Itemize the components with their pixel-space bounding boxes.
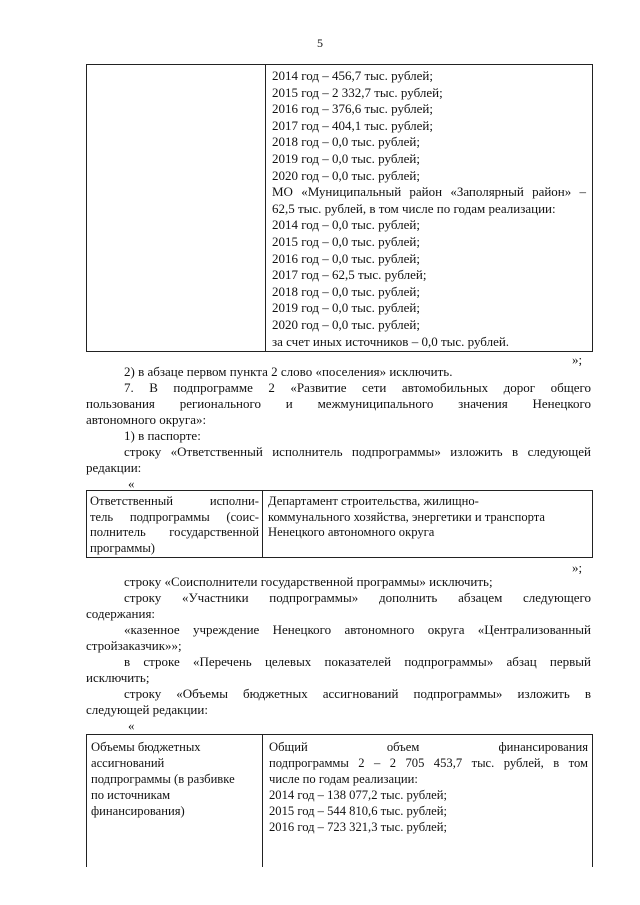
section-7-heading-line1: 7. В подпрограмме 2 «Развитие сети автомобильных дорог общего <box>124 380 591 395</box>
table-line: подпрограммы (в разбивке <box>91 772 235 786</box>
table-line: 2014 год – 456,7 тыс. рублей; <box>272 68 433 83</box>
table-line: 2016 год – 723 321,3 тыс. рублей; <box>269 820 447 834</box>
table-line: числе по годам реализации: <box>269 772 418 786</box>
table-line: Ответственный исполни- <box>90 494 259 508</box>
table-line: 2018 год – 0,0 тыс. рублей; <box>272 283 420 299</box>
closing-quote: »; <box>572 352 583 367</box>
table-line: 2017 год – 62,5 тыс. рублей; <box>272 267 427 283</box>
table-left-cell <box>87 65 266 351</box>
indicators-instruction-line1: в строке «Перечень целевых показателей подпрограммы» абзац первый <box>124 654 591 669</box>
table-line: 2016 год – 0,0 тыс. рублей; <box>272 250 420 266</box>
table-line: 2020 год – 0,0 тыс. рублей; <box>272 167 420 183</box>
closing-quote: »; <box>572 560 583 575</box>
table-line: 62,5 тыс. рублей, в том числе по годам реализации: <box>272 200 556 216</box>
table-line: 2018 год – 0,0 тыс. рублей; <box>272 134 420 150</box>
coexecutors-row-instruction: строку «Соисполнители государственной программы» исключить; <box>124 574 493 589</box>
table-line: программы) <box>90 540 155 555</box>
table-line: за счет иных источников – 0,0 тыс. рублей. <box>272 333 510 349</box>
table-line: коммунального хозяйства, энергетики и транспорта <box>268 509 546 524</box>
institution-line2: стройзаказчик»»; <box>86 638 182 653</box>
amendment-item-2: 2) в абзаце первом пункта 2 слово «поселения» исключить. <box>124 364 453 379</box>
table-line: подпрограммы 2 – 2 705 453,7 тыс. рублей, в том <box>269 756 588 770</box>
table-line: 2020 год – 0,0 тыс. рублей; <box>272 316 420 332</box>
table-left-cell <box>87 735 263 867</box>
table-line: полнитель государственной <box>90 525 259 539</box>
participants-row-instruction-line1: строку «Участники подпрограммы» дополнить абзацем следующего <box>124 590 591 605</box>
page-number: 5 <box>317 36 323 50</box>
table-right-cell <box>263 735 592 867</box>
table-line: Общий объем финансирования <box>269 740 588 754</box>
table-line: 2015 год – 0,0 тыс. рублей; <box>272 233 420 249</box>
opening-quote: « <box>128 718 135 733</box>
table-line: ассигнований <box>91 756 165 770</box>
table-line: 2014 год – 0,0 тыс. рублей; <box>272 217 420 233</box>
opening-quote: « <box>128 476 135 491</box>
table-line: МО «Муниципальный район «Заполярный район» – <box>272 184 586 200</box>
table-line: 2019 год – 0,0 тыс. рублей; <box>272 300 420 316</box>
budget-allocations-table <box>86 734 593 867</box>
participants-row-instruction-line2: содержания: <box>86 606 156 621</box>
table-line: Ненецкого автономного округа <box>268 525 435 539</box>
table-line: тель подпрограммы (соис- <box>90 509 259 524</box>
section-7-heading-line2: пользования регионального и межмуниципального значения Ненецкого <box>86 396 591 411</box>
table-line: 2019 год – 0,0 тыс. рублей; <box>272 150 420 166</box>
table-right-cell <box>263 491 592 557</box>
table-line: 2015 год – 2 332,7 тыс. рублей; <box>272 84 443 100</box>
indicators-instruction-line2: исключить; <box>86 670 150 685</box>
responsible-row-instruction-line2: редакции: <box>86 460 142 475</box>
table-line: Департамент строительства, жилищно- <box>268 494 479 508</box>
section-7-heading-line3: автономного округа»: <box>86 412 207 427</box>
institution-line1: «казенное учреждение Ненецкого автономного округа «Централизованный <box>124 622 591 637</box>
table-line: по источникам <box>91 788 171 802</box>
table-left-cell <box>87 491 263 557</box>
table-line: 2014 год – 138 077,2 тыс. рублей; <box>269 788 447 802</box>
funding-table-continuation <box>86 64 593 352</box>
table-line: 2016 год – 376,6 тыс. рублей; <box>272 101 433 117</box>
table-line: 2015 год – 544 810,6 тыс. рублей; <box>269 804 447 818</box>
table-line: Объемы бюджетных <box>91 740 201 754</box>
table-line: 2017 год – 404,1 тыс. рублей; <box>272 117 433 133</box>
responsible-row-instruction-line1: строку «Ответственный исполнитель подпрограммы» изложить в следующей <box>124 444 591 459</box>
passport-subheading: 1) в паспорте: <box>124 428 201 443</box>
table-right-cell <box>266 65 592 351</box>
table-line: финансирования) <box>91 804 185 818</box>
responsible-executor-table <box>86 490 593 558</box>
budget-instruction-line1: строку «Объемы бюджетных ассигнований подпрограммы» изложить в <box>124 686 591 701</box>
budget-instruction-line2: следующей редакции: <box>86 702 208 717</box>
